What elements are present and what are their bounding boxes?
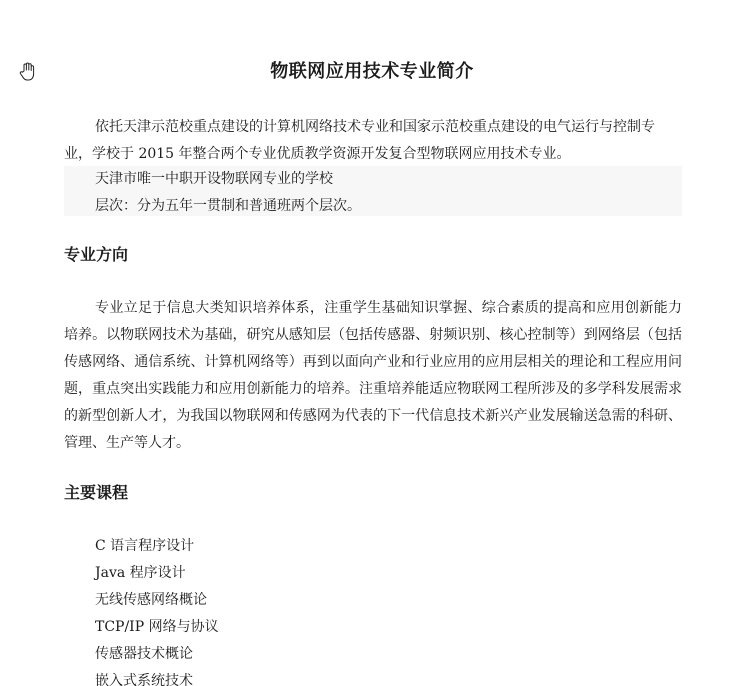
course-item: TCP/IP 网络与协议	[95, 619, 219, 635]
intro-paragraph: 依托天津示范校重点建设的计算机网络技术专业和国家示范校重点建设的电气运行与控制专业，学校于 2015 年整合两个专业优质教学资源开发复合型物联网应用技术专业。	[64, 119, 655, 162]
course-list	[95, 533, 219, 686]
highlight-line: 层次：分为五年一贯制和普通班两个层次。	[95, 198, 361, 214]
course-item: 传感器技术概论	[95, 646, 193, 662]
course-item: 嵌入式系统技术	[95, 673, 193, 686]
direction-heading: 专业方向	[64, 245, 129, 264]
page-title: 物联网应用技术专业简介	[270, 61, 474, 82]
course-item: C 语言程序设计	[95, 538, 195, 554]
course-item: 无线传感网络概论	[95, 592, 207, 608]
highlight-box	[64, 166, 682, 216]
direction-paragraph: 专业立足于信息大类知识培养体系，注重学生基础知识掌握、综合素质的提高和应用创新能力培养。以物联网技术为基础，研究从感知层（包括传感器、射频识别、核心控制等）到网络层（包括传感网络、通信系统、计算机网络等）再到以面向产业和行业应用的应用层相关的理论和工程应用问题，重点突出实践能力和应用创新能力的培养。注重培养能适应物联网工程所涉及的多学科发展需求的新型创新人才，为我国以物联网和传感网为代表的下一代信息技术新兴产业发展输送急需的科研、管理、生产等人才。	[64, 300, 682, 451]
courses-heading: 主要课程	[64, 483, 129, 502]
course-item: Java 程序设计	[95, 565, 186, 581]
highlight-line: 天津市唯一中职开设物联网专业的学校	[95, 171, 333, 187]
